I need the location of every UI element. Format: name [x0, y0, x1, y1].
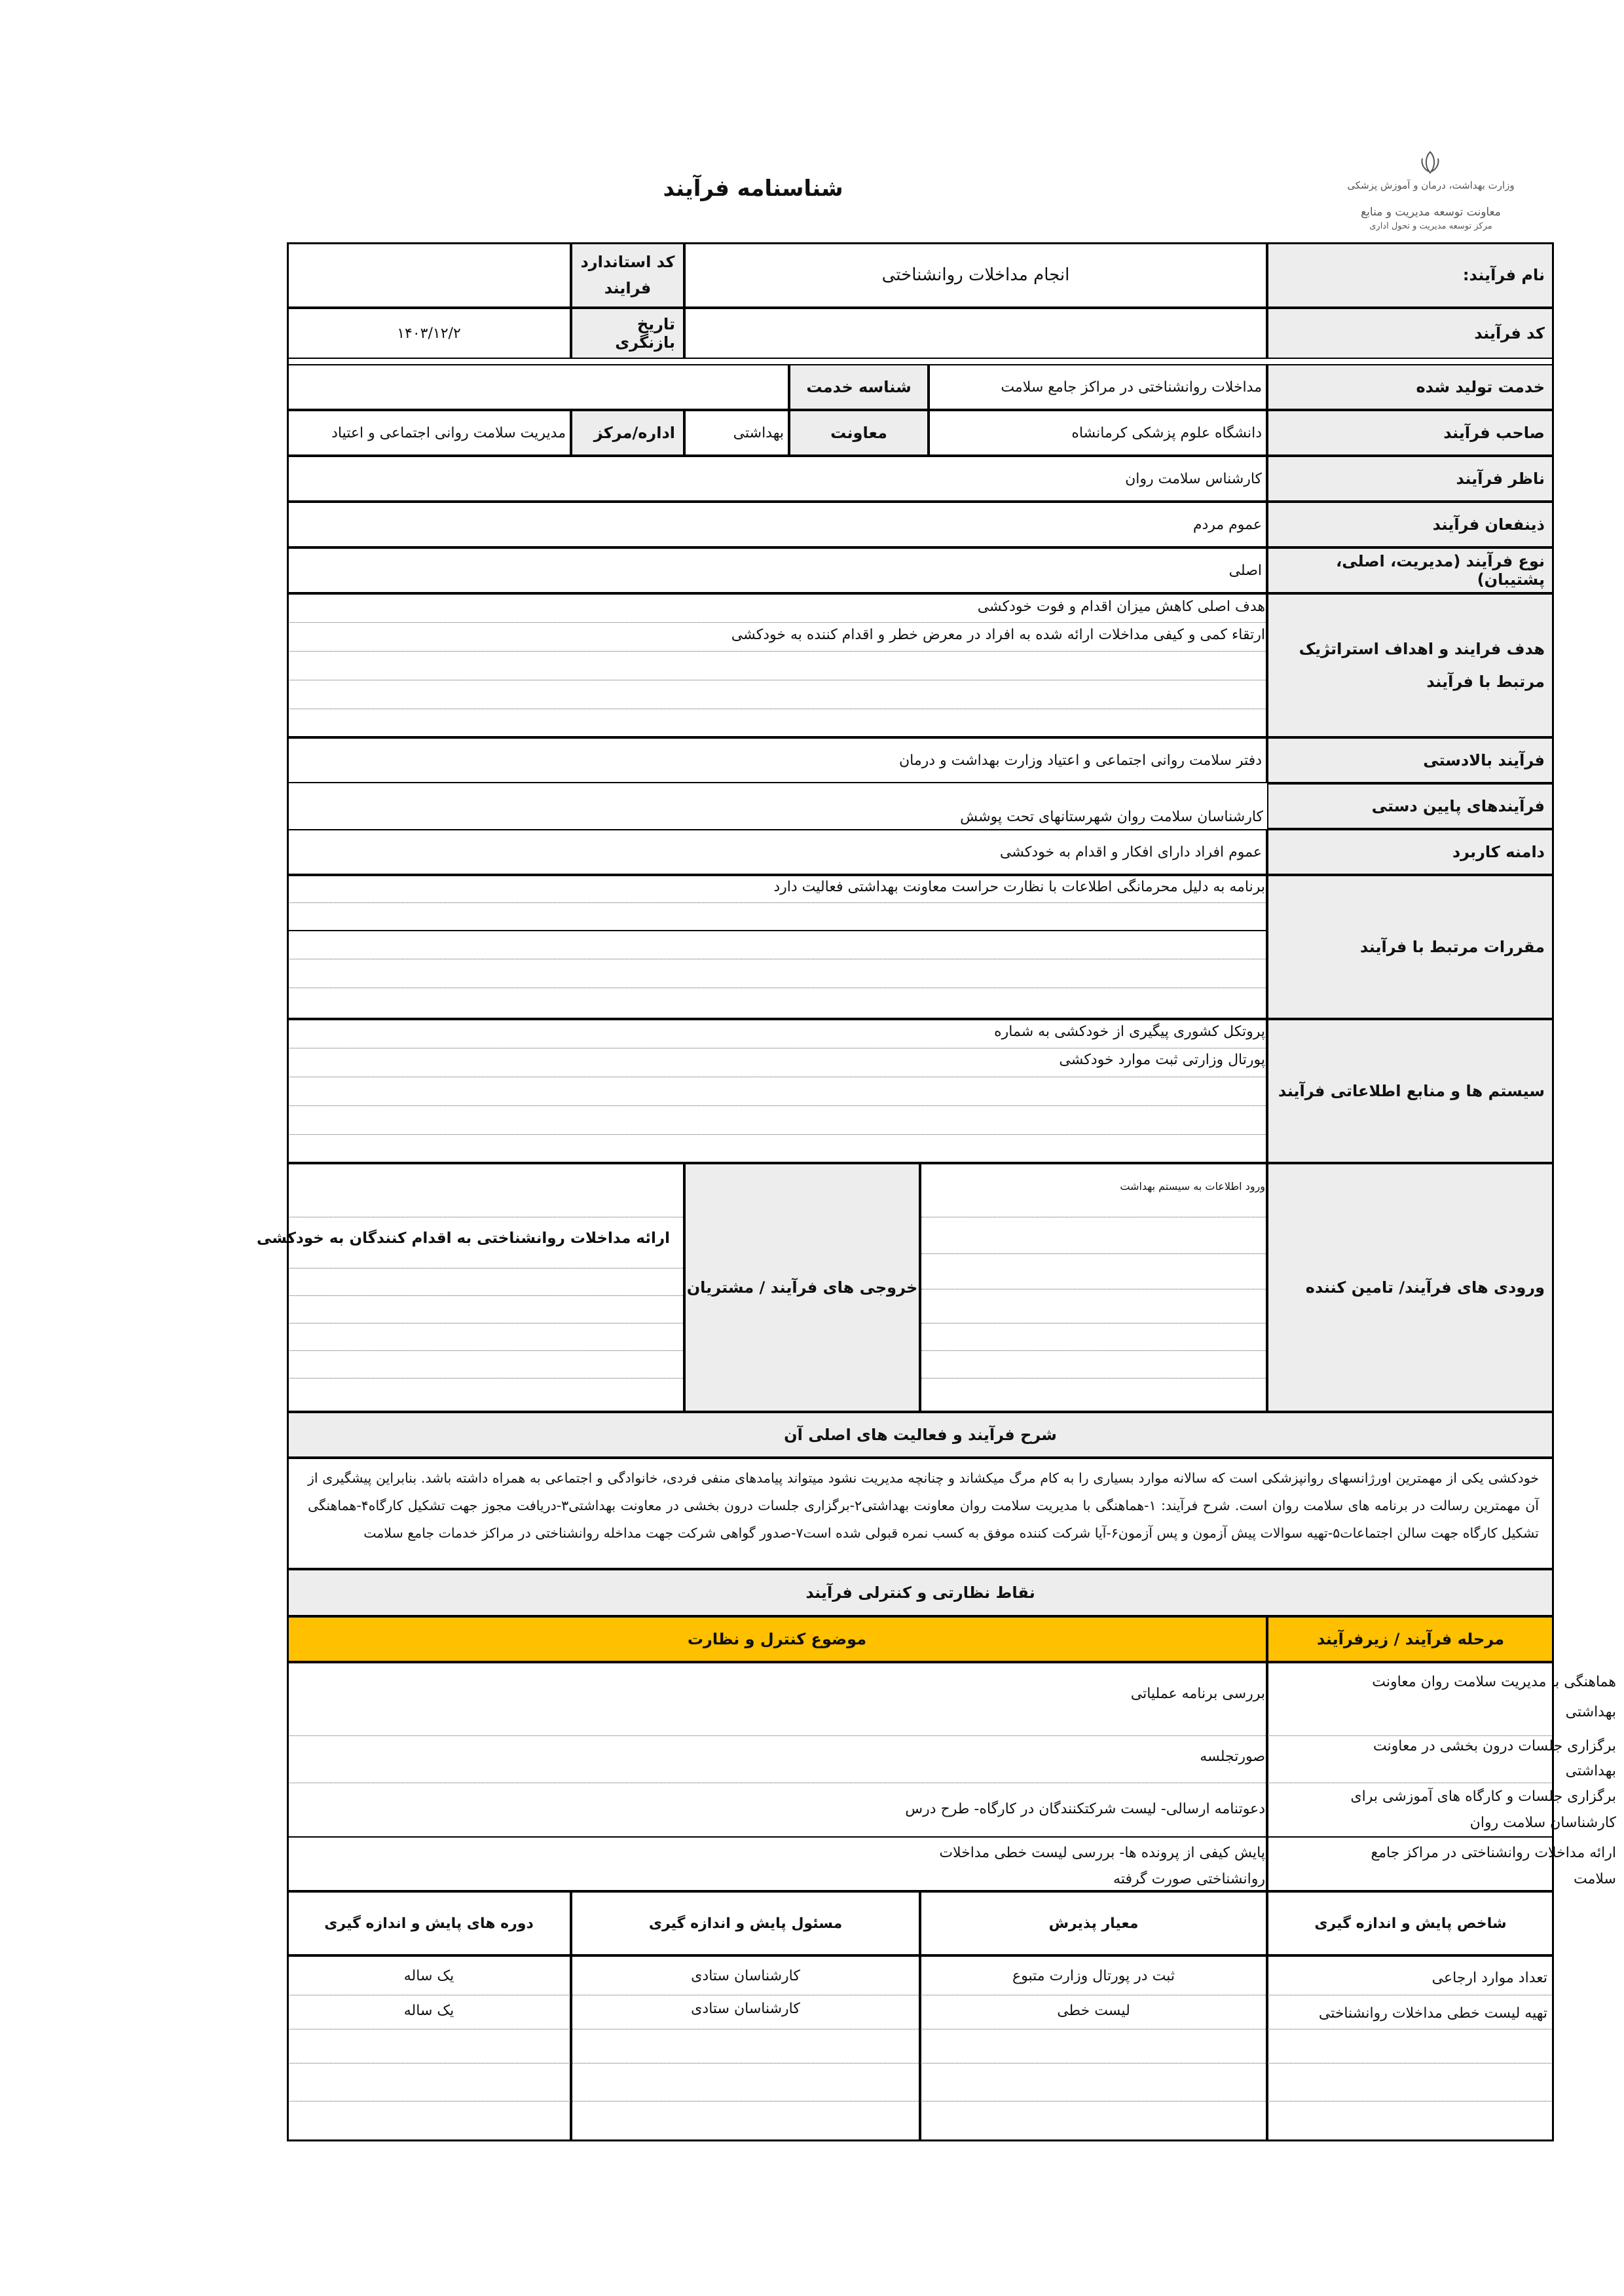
- page-title: شناسنامه فرآیند: [663, 176, 843, 202]
- upstream-value: دفتر سلامت روانی اجتماعی و اعتیاد وزارت بهداشت و درمان: [287, 737, 1267, 783]
- measure-row-2-responsible: کارشناسان ستادی: [691, 2001, 800, 2017]
- system-line-2: پورتال وزارتی ثبت موارد خودکشی: [1059, 1052, 1265, 1068]
- form-frame: [287, 242, 1554, 2141]
- measure-row-1-indicator: تعداد موارد ارجاعی: [1431, 1970, 1547, 1986]
- supervisor-label: ناظر فرآیند: [1267, 456, 1554, 502]
- process-type-label: نوع فرآیند (مدیریت، اصلی، پشتیبان): [1267, 547, 1554, 593]
- goal-line-2: ارتقاء کمی و کیفی مداخلات ارائه شده به افراد در معرض خطر و اقدام کننده به خودکشی: [731, 627, 1265, 643]
- process-type-value: اصلی: [287, 547, 1267, 593]
- logo-line-3: مرکز توسعه مدیریت و تحول اداری: [1369, 221, 1492, 231]
- scope-value: عموم افراد دارای افکار و اقدام به خودکشی: [287, 829, 1267, 875]
- measure-row-1-responsible: کارشناسان ستادی: [691, 1968, 800, 1984]
- control-row-1-subject: بررسی برنامه عملیاتی: [1130, 1686, 1265, 1702]
- control-subject-header: موضوع کنترل و نظارت: [287, 1616, 1267, 1662]
- review-date-label: تاریخ بازنگری: [571, 308, 684, 359]
- standard-code-label: کد استاندارد فرایند: [571, 242, 684, 308]
- process-code-label: کد فرآیند: [1267, 308, 1554, 359]
- measure-row-2-indicator: تهیه لیست خطی مداخلات روانشناختی: [1318, 2005, 1547, 2022]
- control-heading: نقاط نظارتی و کنترلی فرآیند: [287, 1569, 1554, 1616]
- deputy-value: بهداشتی: [684, 410, 789, 456]
- control-row-2-stage: برگزاری جلسات درون بخشی در معاونت بهداشتی: [1373, 1738, 1616, 1779]
- emblem-icon: [1414, 149, 1446, 176]
- system-line-1: پروتکل کشوری پیگیری از خودکشی به شماره: [994, 1024, 1265, 1040]
- control-row-1-stage: هماهنگی با مدیریت سلامت روان معاونت بهداشتی: [1372, 1674, 1616, 1720]
- measure-indicator-header: شاخص پایش و اندازه گیری: [1267, 1891, 1554, 1955]
- scope-label: دامنه کاربرد: [1267, 829, 1554, 875]
- owner-label: صاحب فرآیند: [1267, 410, 1554, 456]
- beneficiaries-value: عموم مردم: [287, 502, 1267, 547]
- description-heading: شرح فرآیند و فعالیت های اصلی آن: [287, 1412, 1554, 1458]
- measure-row-1-criteria: ثبت در پورتال وزارت متبوع: [1012, 1968, 1175, 1984]
- control-row-4-subject: پایش کیفی از پرونده ها- بررسی لیست خطی مداخلات روانشناختی صورت گرفته: [939, 1845, 1265, 1887]
- downstream-value: کارشناسان سلامت روان شهرستانهای تحت پوشش: [960, 809, 1263, 825]
- measure-row-2-period: یک ساله: [403, 2003, 454, 2019]
- review-date-value: ۱۴۰۳/۱۲/۲: [287, 308, 571, 359]
- service-produced-value: مداخلات روانشناختی در مراکز جامع سلامت: [929, 364, 1267, 410]
- measure-period-header: دوره های پایش و اندازه گیری: [287, 1891, 571, 1955]
- measure-row-1-period: یک ساله: [403, 1968, 454, 1984]
- office-label: اداره/مرکز: [571, 410, 684, 456]
- logo-line-2: معاونت توسعه مدیریت و منابع: [1361, 206, 1501, 219]
- deputy-label: معاونت: [789, 410, 929, 456]
- control-stage-header: مرحله فرآیند / زیرفرآیند: [1267, 1616, 1554, 1662]
- measure-responsible-header: مسئول پایش و اندازه گیری: [571, 1891, 920, 1955]
- systems-label: سیستم ها و منابع اطلاعاتی فرآیند: [1267, 1019, 1554, 1163]
- service-produced-label: خدمت تولید شده: [1267, 364, 1554, 410]
- owner-value: دانشگاه علوم پزشکی کرمانشاه: [929, 410, 1267, 456]
- process-name-label: نام فرآیند:: [1267, 242, 1554, 308]
- control-row-3-subject: دعوتنامه ارسالی- لیست شرکتکنندگان در کارگاه- طرح درس: [905, 1801, 1265, 1817]
- service-id-label: شناسه خدمت: [789, 364, 929, 410]
- upstream-label: فرآیند بالادستی: [1267, 737, 1554, 783]
- control-row-2-subject: صورتجلسه: [1200, 1749, 1265, 1765]
- supervisor-value: کارشناس سلامت روان: [287, 456, 1267, 502]
- measure-criteria-header: معیار پذیرش: [920, 1891, 1267, 1955]
- description-text: خودکشی یکی از مهمترین اورژانسهای روانپزشکی است که سالانه موارد بسیاری را به کام مرگ میکشاند و چنانچه مدیریت نشود میتواند پیامدهای منفی فردی، خانوادگی و اجتماعی به همراه داشته باشد. بنابراین پیشگیری از آن مهمترین رسالت در برنامه های سلامت روان است. شرح فرآیند: ۱-هماهنگی با مدیریت سلامت روان معاونت بهداشتی۲-برگزاری جلسات درون بخشی در معاونت بهداشتی۳-دریافت مجوز جهت تشکیل کارگاه۴-هماهنگی تشکیل کارگاه جهت سالن اجتماعات۵-تهیه سوالات پیش آزمون و پس آزمون۶-آیا شرکت کننده موفق به کسب نمره قبولی شده است۷-صدور گواهی شرکت جهت مداخله روانشناختی در مراکز خدمات جامع سلامت: [308, 1470, 1539, 1541]
- goals-label: هدف فرایند و اهداف استراتژیک مرتبط با فرآیند: [1267, 593, 1554, 737]
- inputs-value: ورود اطلاعات به سیستم بهداشت: [1120, 1180, 1265, 1193]
- downstream-label: فرآیندهای پایین دستی: [1267, 783, 1554, 829]
- control-row-3-stage: برگزاری جلسات و کارگاه های آموزشی برای کارشناسان سلامت روان: [1350, 1788, 1616, 1831]
- outputs-value: ارائه مداخلات روانشناختی به اقدام کنندگان به خودکشی: [257, 1230, 670, 1247]
- logo-line-1: وزارت بهداشت، درمان و آموزش پزشکی: [1347, 179, 1515, 191]
- regulations-label: مقررات مرتبط با فرآیند: [1267, 875, 1554, 1019]
- goal-line-1: هدف اصلی کاهش میزان اقدام و فوت خودکشی: [977, 599, 1265, 615]
- inputs-label: ورودی های فرآیند/ تامین کننده: [1267, 1163, 1554, 1412]
- beneficiaries-label: ذینفعان فرآیند: [1267, 502, 1554, 547]
- process-name-value: انجام مداخلات روانشناختی: [684, 242, 1267, 308]
- measure-row-2-criteria: لیست خطی: [1057, 2003, 1130, 2019]
- office-value: مدیریت سلامت روانی اجتماعی و اعتیاد: [287, 410, 571, 456]
- outputs-label: خروجی های فرآیند / مشتریان: [684, 1163, 920, 1412]
- regulation-line-1: برنامه به دلیل محرمانگی اطلاعات با نظارت حراست معاونت بهداشتی فعالیت دارد: [773, 879, 1265, 895]
- control-row-4-stage: ارائه مداخلات روانشناختی در مراکز جامع سلامت: [1371, 1845, 1616, 1887]
